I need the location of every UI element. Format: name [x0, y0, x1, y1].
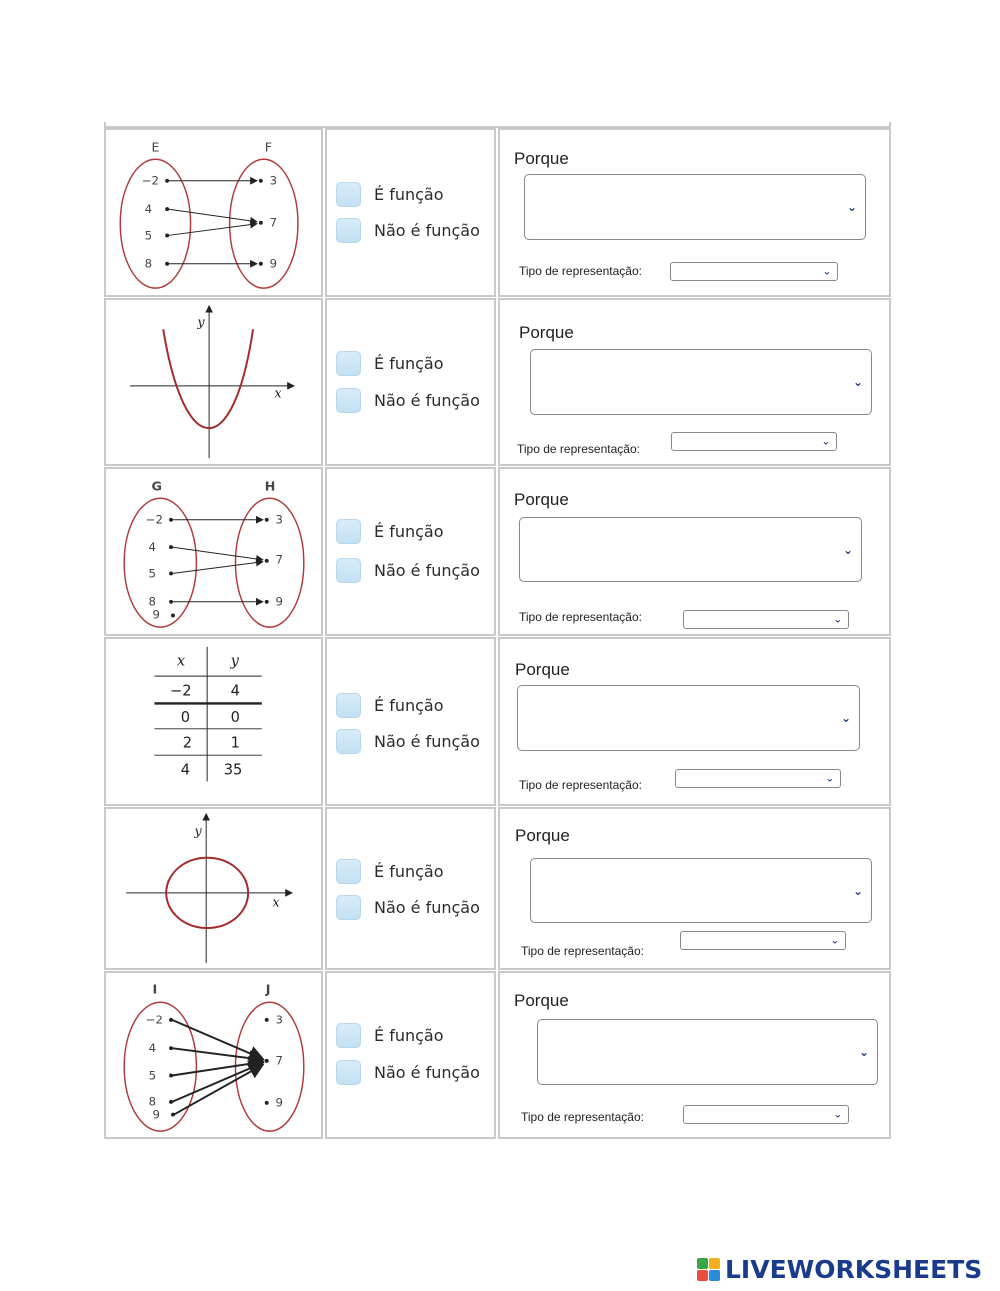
chevron-down-icon: ⌄ [846, 200, 857, 214]
is-function-label: É função [374, 354, 444, 373]
not-function-label: Não é função [374, 391, 480, 410]
left-element: −2 [145, 1012, 163, 1027]
is-function-label: É função [374, 522, 444, 541]
chevron-down-icon: ⌄ [852, 375, 863, 389]
left-element: 9 [152, 1107, 160, 1122]
option-is-function[interactable] [336, 519, 444, 544]
left-element: 5 [148, 1068, 157, 1083]
tipo-label: Tipo de representação: [519, 778, 642, 792]
table-cell: 4 [230, 682, 240, 700]
tipo-label: Tipo de representação: [521, 1110, 644, 1124]
exercise-row-2 [104, 298, 891, 466]
option-not-function[interactable] [336, 388, 480, 413]
right-element: 3 [275, 1012, 283, 1027]
chevron-down-icon: ⌄ [825, 773, 834, 784]
porque-dropdown[interactable] [519, 517, 862, 582]
chevron-down-icon: ⌄ [833, 1109, 842, 1120]
left-element: 8 [148, 1094, 157, 1109]
right-element: 9 [275, 594, 283, 609]
arrow-diagram-i-j [106, 973, 321, 1137]
y-axis-label: y [197, 314, 205, 330]
tipo-select[interactable] [671, 432, 837, 451]
liveworksheets-brand [697, 1255, 982, 1284]
exercise-row-5 [104, 807, 891, 970]
x-axis-label: x [272, 894, 280, 910]
set-label-left: E [151, 139, 160, 155]
left-element: −2 [145, 512, 163, 527]
chevron-down-icon: ⌄ [821, 436, 830, 447]
is-function-checkbox[interactable] [336, 693, 361, 718]
options-cell [325, 128, 496, 297]
tipo-label: Tipo de representação: [517, 442, 640, 456]
is-function-checkbox[interactable] [336, 859, 361, 884]
is-function-label: É função [374, 1026, 444, 1045]
exercise-row-1 [104, 128, 891, 297]
tipo-label: Tipo de representação: [519, 264, 642, 278]
table-cell: −2 [170, 682, 192, 700]
tipo-label: Tipo de representação: [519, 610, 642, 624]
options-cell [325, 807, 496, 970]
option-is-function[interactable] [336, 693, 444, 718]
options-cell [325, 971, 496, 1139]
not-function-checkbox[interactable] [336, 218, 361, 243]
left-element: 4 [144, 201, 153, 216]
exercise-row-6 [104, 971, 891, 1139]
not-function-checkbox[interactable] [336, 729, 361, 754]
left-element: 4 [148, 540, 157, 555]
option-not-function[interactable] [336, 558, 480, 583]
porque-dropdown[interactable] [530, 858, 872, 923]
left-element: 8 [144, 256, 153, 271]
chevron-down-icon: ⌄ [842, 542, 853, 557]
answer-cell [498, 298, 891, 466]
right-element: 9 [275, 1095, 283, 1110]
porque-dropdown[interactable] [524, 174, 866, 240]
options-cell [325, 637, 496, 806]
is-function-checkbox[interactable] [336, 1023, 361, 1048]
arrow-diagram-g-h [106, 469, 321, 634]
figure-cell [104, 467, 323, 636]
option-not-function[interactable] [336, 1060, 480, 1085]
tipo-select[interactable] [683, 610, 849, 629]
table-cell: 0 [180, 708, 191, 726]
porque-label: Porque [515, 826, 570, 845]
value-table [106, 639, 321, 804]
set-label-right: J [265, 981, 271, 997]
right-element: 3 [269, 173, 278, 188]
x-axis-label: x [274, 385, 282, 401]
not-function-label: Não é função [374, 561, 480, 580]
chevron-down-icon: ⌄ [852, 883, 863, 898]
liveworksheets-logo-icon [697, 1258, 721, 1282]
set-label-left: G [151, 478, 162, 494]
tipo-select[interactable] [680, 931, 846, 950]
tipo-select[interactable] [670, 262, 838, 281]
figure-cell [104, 807, 323, 970]
option-is-function[interactable] [336, 182, 444, 207]
chevron-down-icon: ⌄ [833, 614, 842, 625]
set-ellipse-right [230, 159, 298, 288]
not-function-label: Não é função [374, 1063, 480, 1082]
right-element: 9 [269, 256, 278, 271]
option-not-function[interactable] [336, 729, 480, 754]
chevron-down-icon: ⌄ [840, 711, 851, 725]
not-function-checkbox[interactable] [336, 558, 361, 583]
table-cell: 0 [230, 708, 240, 726]
parabola-curve [163, 329, 253, 428]
arrow-diagram-e-f [106, 130, 321, 295]
left-element: 8 [148, 594, 157, 609]
answer-cell [498, 467, 891, 636]
porque-label: Porque [519, 323, 574, 342]
set-label-right: H [264, 478, 276, 494]
chevron-down-icon: ⌄ [830, 935, 839, 946]
not-function-label: Não é função [374, 732, 480, 751]
is-function-label: É função [374, 696, 444, 715]
left-element: −2 [141, 173, 160, 188]
left-element: 5 [148, 566, 157, 581]
exercise-row-4 [104, 637, 891, 806]
porque-label: Porque [514, 149, 569, 168]
table-header-x: x [176, 652, 186, 670]
parabola-graph [106, 300, 321, 464]
figure-cell [104, 298, 323, 466]
figure-cell [104, 128, 323, 297]
right-element: 7 [275, 1053, 283, 1068]
is-function-checkbox[interactable] [336, 182, 361, 207]
options-cell [325, 467, 496, 636]
set-label-right: F [264, 139, 273, 155]
option-not-function[interactable] [336, 895, 480, 920]
set-label-left: I [152, 981, 158, 997]
not-function-label: Não é função [374, 221, 480, 240]
circle-graph [106, 809, 321, 968]
chevron-down-icon: ⌄ [858, 1045, 869, 1059]
option-is-function[interactable] [336, 1023, 444, 1048]
table-header-y: y [230, 652, 239, 670]
table-cell: 1 [230, 734, 240, 752]
tipo-select[interactable] [683, 1105, 849, 1124]
porque-dropdown[interactable] [517, 685, 860, 751]
tipo-label: Tipo de representação: [521, 944, 644, 958]
options-cell [325, 298, 496, 466]
is-function-checkbox[interactable] [336, 519, 361, 544]
porque-dropdown[interactable] [530, 349, 872, 415]
right-element: 3 [275, 512, 283, 527]
figure-cell [104, 637, 323, 806]
not-function-checkbox[interactable] [336, 895, 361, 920]
porque-dropdown[interactable] [537, 1019, 878, 1085]
right-element: 7 [275, 552, 283, 567]
table-cell: 2 [182, 734, 193, 752]
set-ellipse-right [235, 1002, 303, 1131]
is-function-label: É função [374, 862, 444, 881]
porque-label: Porque [514, 490, 569, 509]
brand-name: LIVEWORKSHEETS [725, 1255, 983, 1284]
not-function-checkbox[interactable] [336, 1060, 361, 1085]
porque-label: Porque [514, 991, 569, 1010]
right-element: 7 [269, 215, 278, 230]
table-cell: 35 [223, 761, 243, 779]
answer-cell [498, 807, 891, 970]
chevron-down-icon: ⌄ [822, 266, 831, 277]
answer-cell [498, 971, 891, 1139]
left-element: 5 [144, 228, 153, 243]
y-axis-label: y [194, 823, 202, 839]
not-function-label: Não é função [374, 898, 480, 917]
table-cell: 4 [180, 761, 191, 779]
option-is-function[interactable] [336, 351, 444, 376]
figure-cell [104, 971, 323, 1139]
porque-label: Porque [515, 660, 570, 679]
exercise-row-3 [104, 467, 891, 636]
is-function-label: É função [374, 185, 444, 204]
not-function-checkbox[interactable] [336, 388, 361, 413]
is-function-checkbox[interactable] [336, 351, 361, 376]
set-ellipse-right [235, 498, 303, 627]
left-element: 4 [148, 1041, 157, 1056]
left-element: 9 [152, 607, 160, 622]
tipo-select[interactable] [675, 769, 841, 788]
answer-cell [498, 128, 891, 297]
answer-cell [498, 637, 891, 806]
option-not-function[interactable] [336, 218, 480, 243]
option-is-function[interactable] [336, 859, 444, 884]
